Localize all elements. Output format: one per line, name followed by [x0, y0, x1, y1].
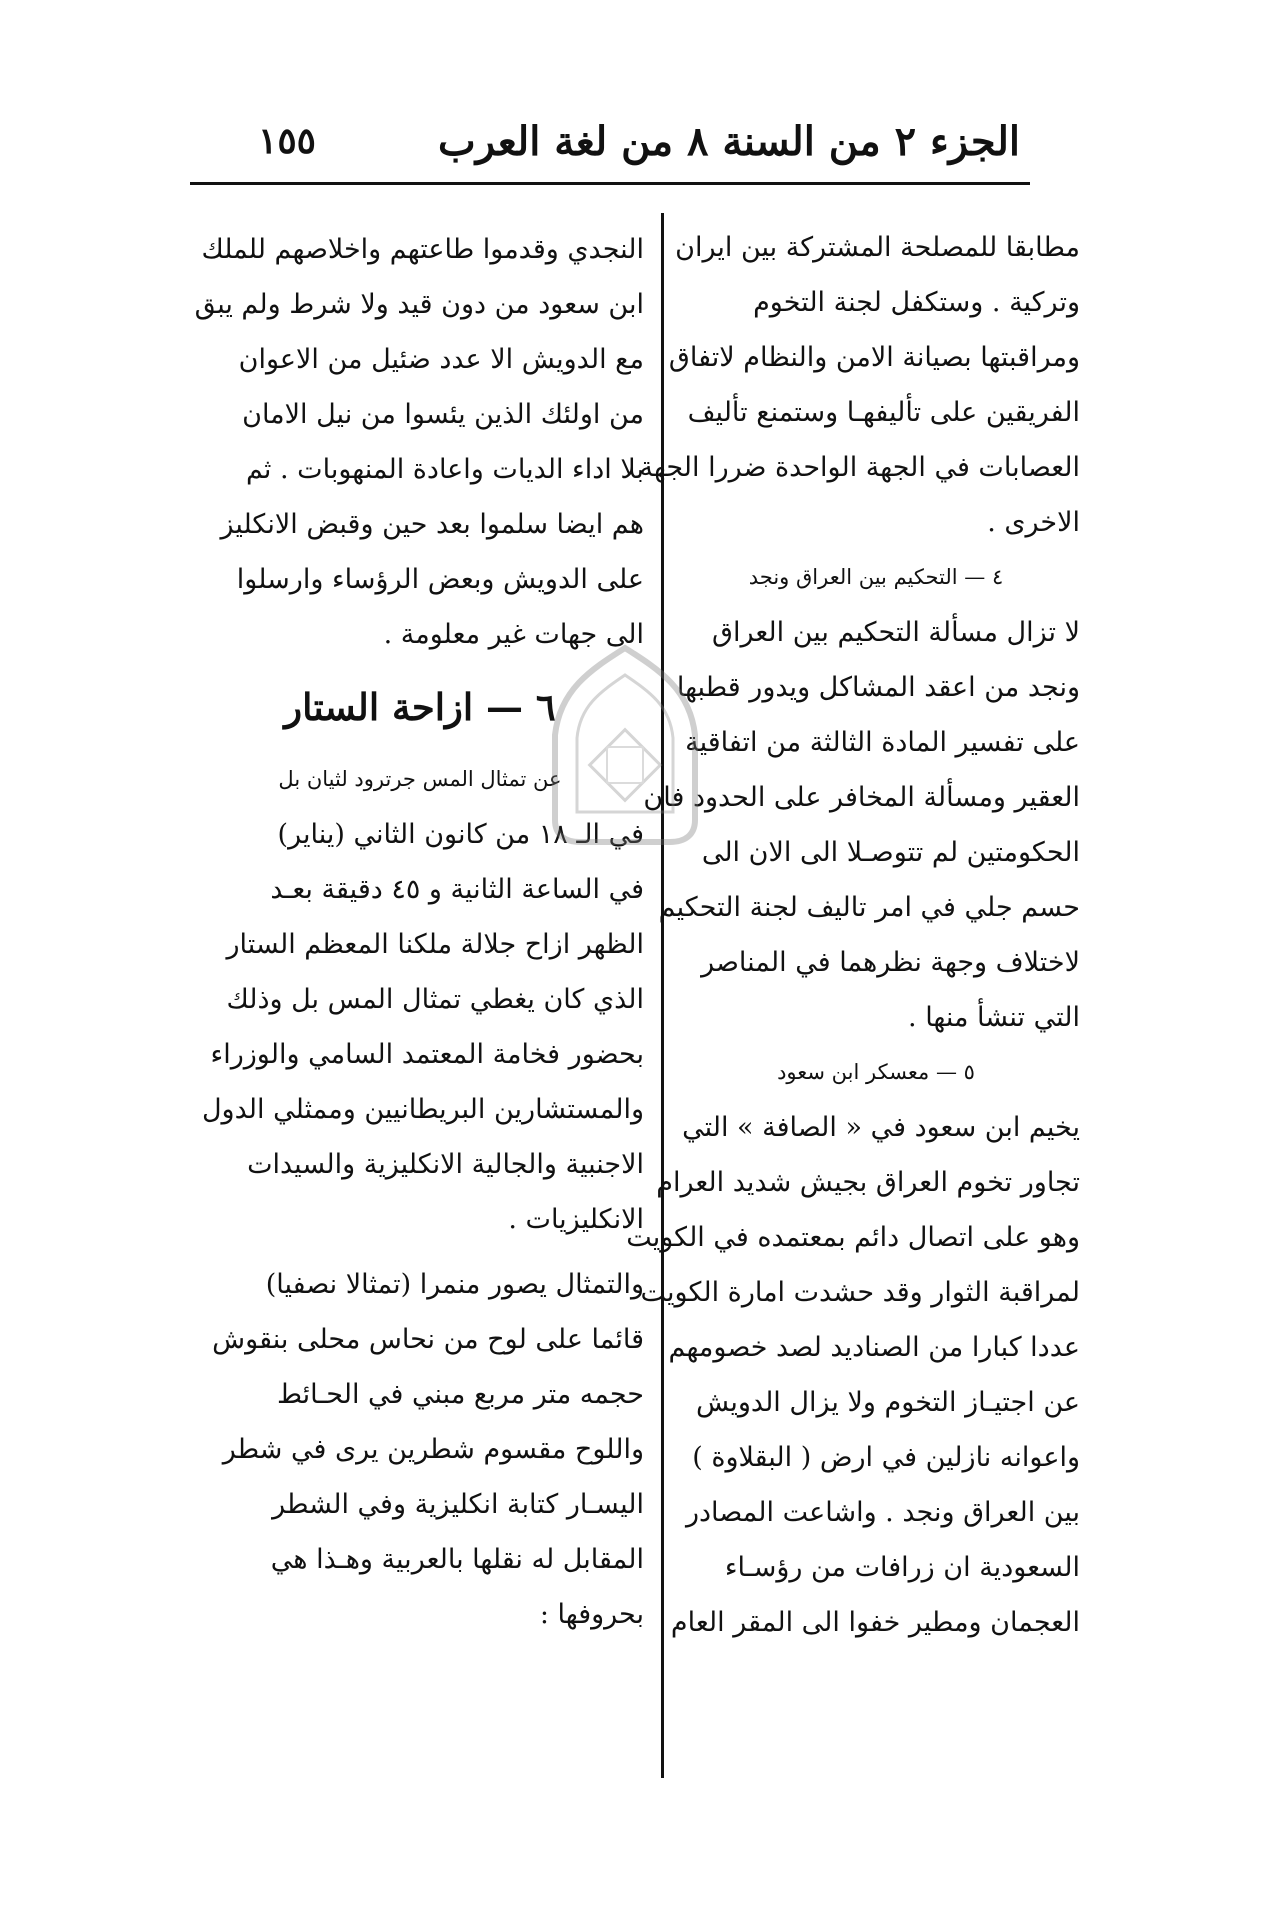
text-line: وهو على اتصال دائم بمعتمده في الكويت — [626, 1222, 1080, 1253]
text-line: هم ايضا سلموا بعد حين وقبض الانكليز — [220, 509, 644, 540]
text-line: ونجد من اعقد المشاكل ويدور قطبها — [676, 672, 1080, 703]
text-line: واعوانه نازلين في ارض ( البقلاوة ) — [692, 1442, 1080, 1473]
text-line: لا تزال مسألة التحكيم بين العراق — [712, 617, 1080, 648]
library-watermark-stamp — [540, 640, 710, 850]
text-line: اليسـار كتابة انكليزية وفي الشطر — [272, 1489, 644, 1520]
text-line: الانكليزيات . — [508, 1204, 644, 1235]
left-column — [196, 222, 644, 1642]
page-header — [190, 118, 1020, 178]
text-line: حسم جلي في امر تاليف لجنة التحكيم — [658, 892, 1080, 923]
paragraph-gap — [196, 1247, 644, 1257]
text-line: التي تنشأ منها . — [908, 1002, 1080, 1033]
running-title: الجزء ٢ من السنة ٨ من لغة العرب — [438, 118, 1020, 165]
text-line: بين العراق ونجد . واشاعت المصادر — [685, 1497, 1080, 1528]
text-line: الاخرى . — [987, 507, 1080, 538]
text-line: وتركية . وستكفل لجنة التخوم — [753, 287, 1080, 318]
text-line: ابن سعود من دون قيد ولا شرط ولم يبق — [194, 289, 644, 320]
section-subheading-6: عن تمثال المس جرترود لثيان بل — [278, 767, 562, 791]
text-line: على تفسير المادة الثالثة من اتفاقية — [685, 727, 1080, 758]
section-heading-5: ٥ — معسكر ابن سعود — [777, 1060, 975, 1084]
text-line: بحروفها : — [539, 1599, 644, 1630]
right-column — [626, 220, 1080, 1650]
text-line: مع الدويش الا عدد ضئيل من الاعوان — [238, 344, 644, 375]
text-line: النجدي وقدموا طاعتهم واخلاصهم للملك — [201, 234, 644, 265]
text-line: العقير ومسألة المخافر على الحدود فان — [643, 782, 1080, 813]
text-line: الى جهات غير معلومة . — [383, 619, 644, 650]
text-line: في الساعة الثانية و ٤٥ دقيقة بعـد — [270, 874, 644, 905]
text-line: العصابات في الجهة الواحدة ضررا الجهة — [639, 452, 1080, 483]
text-line: ومراقبتها بصيانة الامن والنظام لاتفاق — [668, 342, 1080, 373]
text-line: والمستشارين البريطانيين وممثلي الدول — [201, 1094, 644, 1125]
text-line: الاجنبية والجالية الانكليزية والسيدات — [247, 1149, 644, 1180]
text-line: عن اجتيـاز التخوم ولا يزال الدويش — [695, 1387, 1080, 1418]
text-line: من اولئك الذين يئسوا من نيل الامان — [242, 399, 644, 430]
text-line: العجمان ومطير خفوا الى المقر العام — [670, 1607, 1080, 1638]
page-number: ١٥٥ — [258, 120, 317, 162]
text-line: في الـ ١٨ من كانون الثاني (يناير) — [277, 819, 644, 850]
text-line: المقابل له نقلها بالعربية وهـذا هي — [270, 1544, 644, 1575]
text-line: الفريقين على تأليفهـا وستمنع تأليف — [687, 397, 1080, 428]
text-line: على الدويش وبعض الرؤساء وارسلوا — [236, 564, 644, 595]
text-line: والتمثال يصور منمرا (تمثالا نصفيا) — [265, 1269, 644, 1300]
text-line: عددا كبارا من الصناديد لصد خصومهم — [668, 1332, 1080, 1363]
section-heading-6: ٦ — ازاحة الستار — [284, 685, 556, 729]
text-line: يخيم ابن سعود في « الصافة » التي — [682, 1112, 1080, 1143]
text-line: تجاور تخوم العراق بجيش شديد العرام — [656, 1167, 1080, 1198]
header-rule — [190, 182, 1030, 185]
text-line: لمراقبة الثوار وقد حشدت امارة الكويت — [640, 1277, 1080, 1308]
text-line: حجمه متر مربع مبني في الحـائط — [277, 1379, 644, 1410]
text-line: بلا اداء الديات واعادة المنهوبات . ثم — [245, 454, 644, 485]
text-line: الظهر ازاح جلالة ملكنا المعظم الستار — [226, 929, 644, 960]
text-line: بحضور فخامة المعتمد السامي والوزراء — [210, 1039, 644, 1070]
text-line: السعودية ان زرافات من رؤسـاء — [724, 1552, 1080, 1583]
text-line: الحكومتين لم تتوصـلا الى الان الى — [701, 837, 1080, 868]
text-line: لاختلاف وجهة نظرهما في المناصر — [701, 947, 1080, 978]
text-line: واللوح مقسوم شطرين يرى في شطر — [222, 1434, 644, 1465]
text-line: الذي كان يغطي تمثال المس بل وذلك — [226, 984, 644, 1015]
text-line: قائما على لوح من نحاس محلى بنقوش — [212, 1324, 644, 1355]
text-line: مطابقا للمصلحة المشتركة بين ايران — [675, 232, 1080, 263]
section-heading-4: ٤ — التحكيم بين العراق ونجد — [748, 565, 1004, 589]
